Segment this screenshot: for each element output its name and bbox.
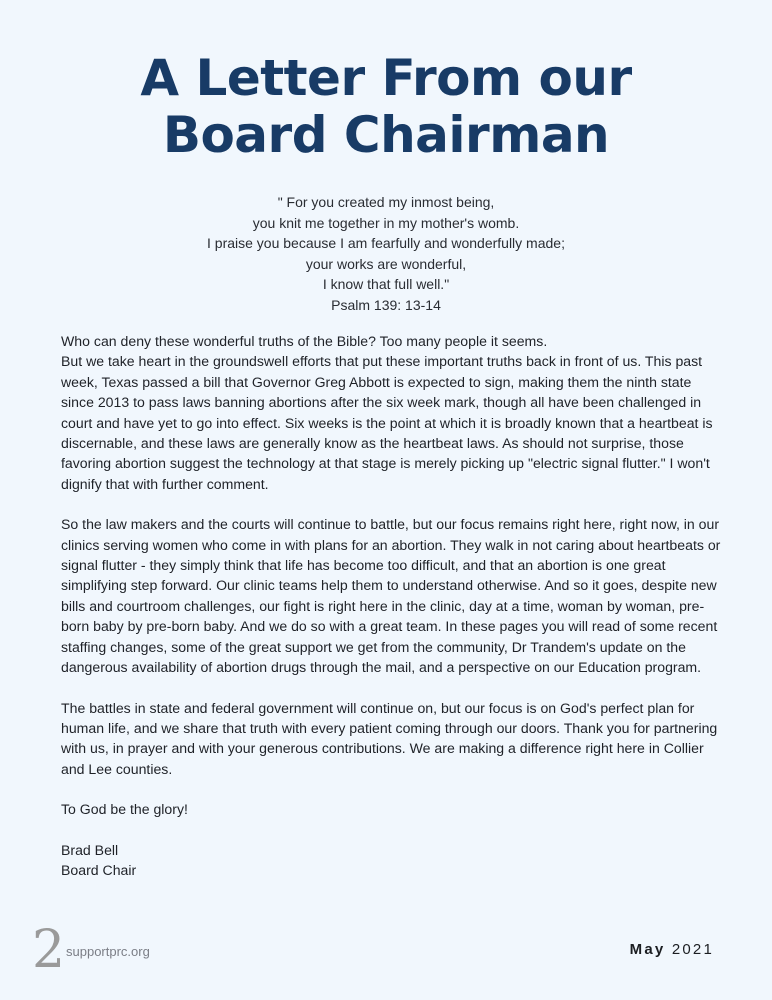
signature-name: Brad Bell [61,841,119,858]
page-number: 2 [32,920,66,980]
signature-title: Board Chair [61,861,137,878]
page-title [0,50,772,164]
verse-line: I know that full well." [322,276,450,293]
paragraph-1: But we take heart in the groundswell efforts that put these important truths back in front of us. This past week, Texas passed a bill that Governor Greg Abbott is expected to sign, making them the ninth state since 2013 to pass laws banning abortions after the six week mark, though all have been challenged in court and have yet to go into effect. Six weeks is the point at which it is broadly known that a heartbeat is discernable, and these laws are generally know as the heartbeat laws. As should not surprise, those favoring abortion suggest the technology at that stage is merely picking up "electric signal flutter." I won't dignify that with further comment. [61,353,713,492]
issue-date [630,941,714,959]
issue-year: 2021 [671,941,714,958]
verse-line: you knit me together in my mother's womb. [252,214,520,231]
issue-month: May [629,941,666,958]
verse-citation: Psalm 139: 13-14 [331,296,441,313]
letter-body [61,331,726,900]
paragraph-3: The battles in state and federal government will continue on, but our focus is on God's perfect plan for human life, and we share that truth with every patient coming through our doors. Thank you for partnering with us, in prayer and with your generous contributions. We are making a difference right here in Collier and Lee counties. [61,699,718,777]
verse-line: " For you created my inmost being, [277,194,495,210]
verse-line: I praise you because I am fearfully and wonderfully made; [207,235,565,252]
signature [61,840,726,881]
closing-line: To God be the glory! [61,801,188,818]
scripture-quote [0,192,772,316]
website-link[interactable]: supportprc.org [66,944,150,959]
verse-line: your works are wonderful, [305,255,467,272]
title-line-1: A Letter From our [140,49,632,107]
paragraph-2: So the law makers and the courts will continue to battle, but our focus remains right here, right now, in our clinics serving women who come in with plans for an abortion. They walk in not caring about heartbeats or signal flutter - they simply think that life has become too difficult, and that an abortion is one great simplifying step forward. Our clinic teams help them to understand otherwise. And so it goes, despite new bills and courtroom challenges, our fight is right here in the clinic, day at a time, woman by woman, pre-born baby by pre-born baby. And we do so with a great team. In these pages you will read of some recent staffing changes, some of the great support we get from the community, Dr Trandem's update on the dangerous availability of abortion drugs through the mail, and a perspective on our Education program. [61,516,721,676]
paragraph-1-opening: Who can deny these wonderful truths of the Bible? Too many people it seems. [61,333,548,349]
title-line-2: Board Chairman [162,106,610,164]
